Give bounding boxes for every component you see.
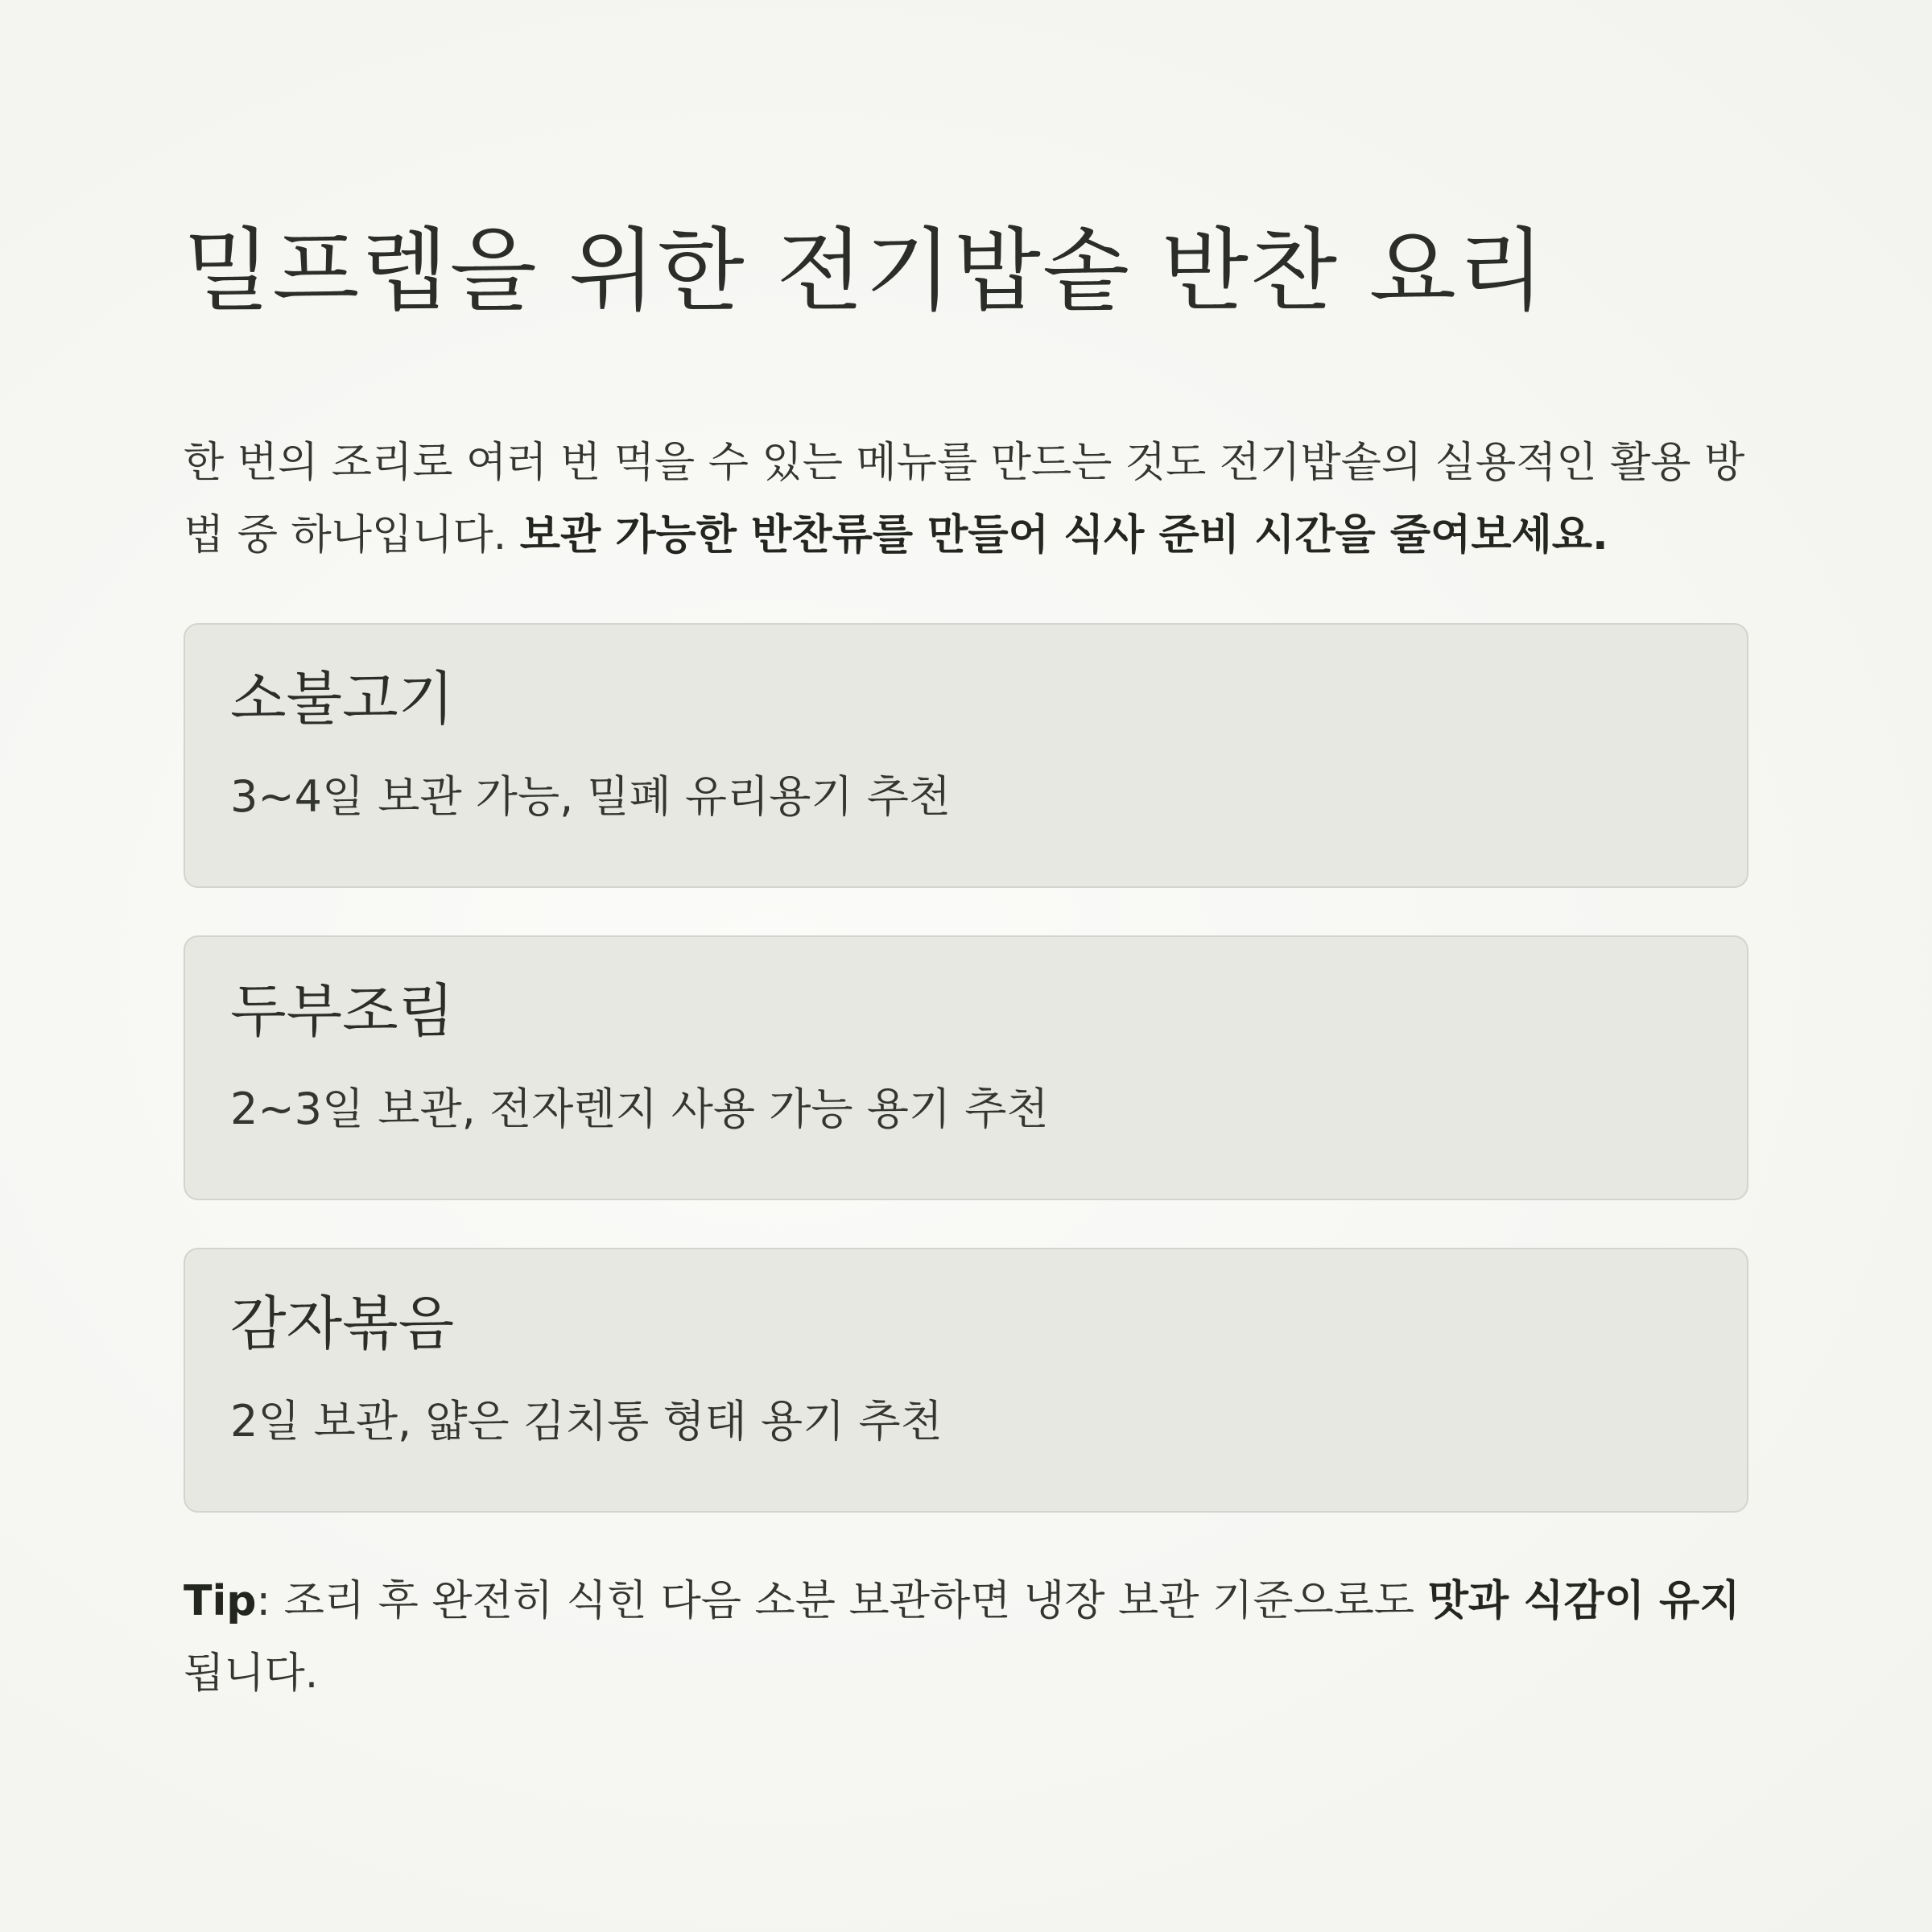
recipe-card-title: 감자볶음 (230, 1290, 455, 1357)
tip-paragraph (184, 1565, 1750, 1710)
tip-label: Tip (184, 1577, 257, 1625)
recipe-card-description: 3~4일 보관 가능, 밀폐 유리용기 추천 (230, 771, 952, 822)
recipe-card-description: 2~3일 보관, 전자렌지 사용 가능 용기 추천 (230, 1084, 1049, 1134)
recipe-card-dubu-jorim (184, 935, 1748, 1200)
recipe-card-title: 두부조림 (230, 977, 455, 1045)
page-title: 밀프렙을 위한 전기밥솥 반찬 요리 (184, 219, 1547, 324)
recipe-card-bulgogi (184, 623, 1748, 888)
tip-ending: 됩니다. (184, 1649, 319, 1698)
intro-emphasis: 보관 가능한 반찬류를 만들어 식사 준비 시간을 줄여보세요. (519, 511, 1608, 559)
tip-emphasis: 맛과 식감이 유지 (1427, 1577, 1740, 1625)
intro-paragraph (184, 427, 1750, 572)
recipe-card-description: 2일 보관, 얇은 김치통 형태 용기 추천 (230, 1396, 943, 1447)
recipe-card-gamja-bokkeum (184, 1248, 1748, 1513)
recipe-card-title: 소불고기 (230, 665, 455, 733)
tip-text: : 조리 후 완전히 식힌 다음 소분 보관하면 냉장 보관 기준으로도 (256, 1577, 1428, 1625)
intro-text: 한 번의 조리로 여러 번 먹을 수 있는 메뉴를 만드는 것도 전기밥솥의 실용적인 활용 방법 중 하나입니다. (184, 439, 1745, 559)
